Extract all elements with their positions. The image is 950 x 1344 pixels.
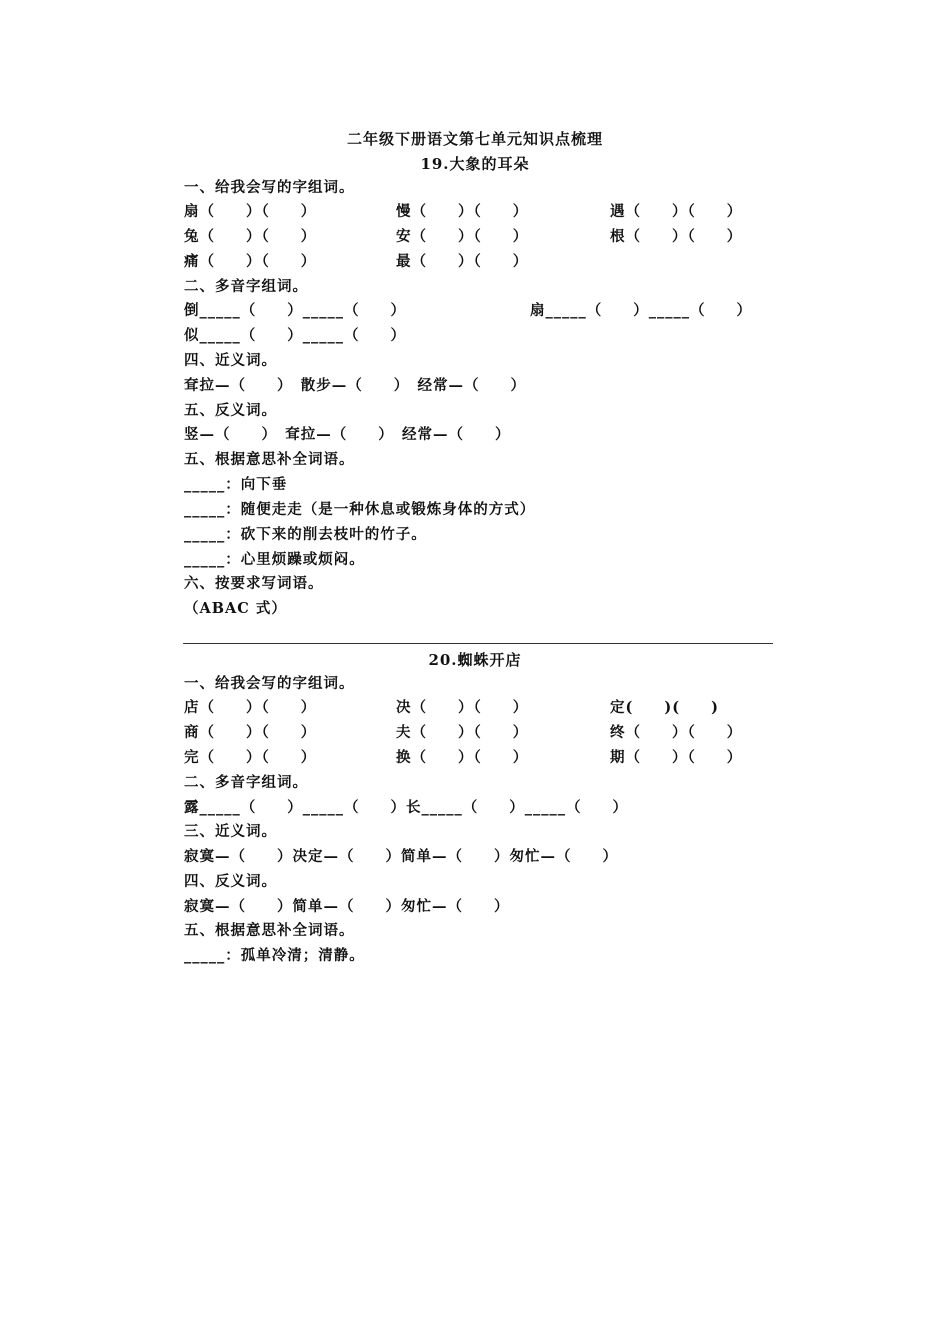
l20-char-item: 终（ ）（ ）: [610, 724, 743, 741]
l20-char-item: 定( )( ): [610, 699, 719, 716]
l19-antonyms-row: 竖—（ ） 耷拉—（ ） 经常—（ ）: [184, 426, 511, 443]
l19-char-item: 痛（ ）（ ）: [184, 253, 317, 270]
l20-section-antonyms: 四、反义词。: [184, 873, 277, 890]
l20-char-row-3: [184, 747, 784, 769]
l19-synonyms-row: 耷拉—（ ） 散步—（ ） 经常—（ ）: [184, 377, 526, 394]
document-title: 二年级下册语文第七单元知识点梳理: [346, 130, 603, 148]
l20-section-polyphone: 二、多音字组词。: [184, 774, 308, 791]
l19-section-antonyms: 五、反义词。: [184, 402, 277, 419]
l19-char-item: 根（ ）（ ）: [610, 228, 743, 245]
l20-char-item: 换（ ）（ ）: [396, 749, 529, 766]
lesson-20-title: 20.蜘蛛开店: [428, 651, 522, 669]
l19-polyphone-row-2: 似_____（ ）_____（ ）: [184, 327, 406, 344]
lesson-19-title: 19.大象的耳朵: [420, 155, 530, 173]
l19-char-item: 慢（ ）（ ）: [396, 203, 529, 220]
l20-section-fill-words: 五、根据意思补全词语。: [184, 922, 355, 939]
l20-char-item: 决（ ）（ ）: [396, 699, 529, 716]
section-divider: [183, 643, 773, 644]
l20-section-synonyms: 三、近义词。: [184, 823, 277, 840]
l20-synonyms-row: 寂寞—（ ）决定—（ ）简单—（ ）匆忙—（ ）: [184, 848, 618, 865]
l20-char-item: 完（ ）（ ）: [184, 749, 317, 766]
l19-section-write-words: 一、给我会写的字组词。: [184, 179, 355, 196]
l20-char-item: 夫（ ）（ ）: [396, 724, 529, 741]
l19-section-write-by-pattern: 六、按要求写词语。: [184, 575, 324, 592]
l19-polyphone-item: 扇_____（ ）_____（ ）: [530, 302, 752, 319]
l19-char-item: 最（ ）（ ）: [396, 253, 529, 270]
l20-section-write-words: 一、给我会写的字组词。: [184, 675, 355, 692]
l19-section-polyphone: 二、多音字组词。: [184, 278, 308, 295]
l19-polyphone-item: 倒_____（ ）_____（ ）: [184, 302, 406, 319]
l20-char-row-1: [184, 697, 784, 719]
l20-fill-item: _____：孤单冷清；清静。: [184, 947, 365, 964]
l19-section-synonyms: 四、近义词。: [184, 352, 277, 369]
l19-char-row-3: [184, 251, 784, 273]
l20-char-item: 期（ ）（ ）: [610, 749, 743, 766]
l19-char-item: 兔（ ）（ ）: [184, 228, 317, 245]
l19-polyphone-row-1: [184, 300, 784, 322]
l20-char-row-2: [184, 722, 784, 744]
l19-char-item: 扇（ ）（ ）: [184, 203, 317, 220]
l20-antonyms-row: 寂寞—（ ）简单—（ ）匆忙—（ ）: [184, 898, 510, 915]
l19-char-item: 遇（ ）（ ）: [610, 203, 743, 220]
l19-fill-item: _____：砍下来的削去枝叶的竹子。: [184, 526, 427, 543]
l20-char-item: 店（ ）（ ）: [184, 699, 317, 716]
l19-fill-item: _____：向下垂: [184, 476, 288, 493]
l19-fill-item: _____：心里烦躁或烦闷。: [184, 551, 365, 568]
l20-char-item: 商（ ）（ ）: [184, 724, 317, 741]
l19-section-fill-words: 五、根据意思补全词语。: [184, 451, 355, 468]
l20-polyphone-row: 露_____（ ）_____（ ）长_____（ ）_____（ ）: [184, 799, 628, 816]
l19-char-row-1: [184, 201, 784, 223]
l19-char-row-2: [184, 226, 784, 248]
l19-fill-item: _____：随便走走（是一种休息或锻炼身体的方式）: [184, 501, 536, 518]
l19-abac-pattern: （ABAC 式）: [184, 600, 287, 617]
l19-char-item: 安（ ）（ ）: [396, 228, 529, 245]
